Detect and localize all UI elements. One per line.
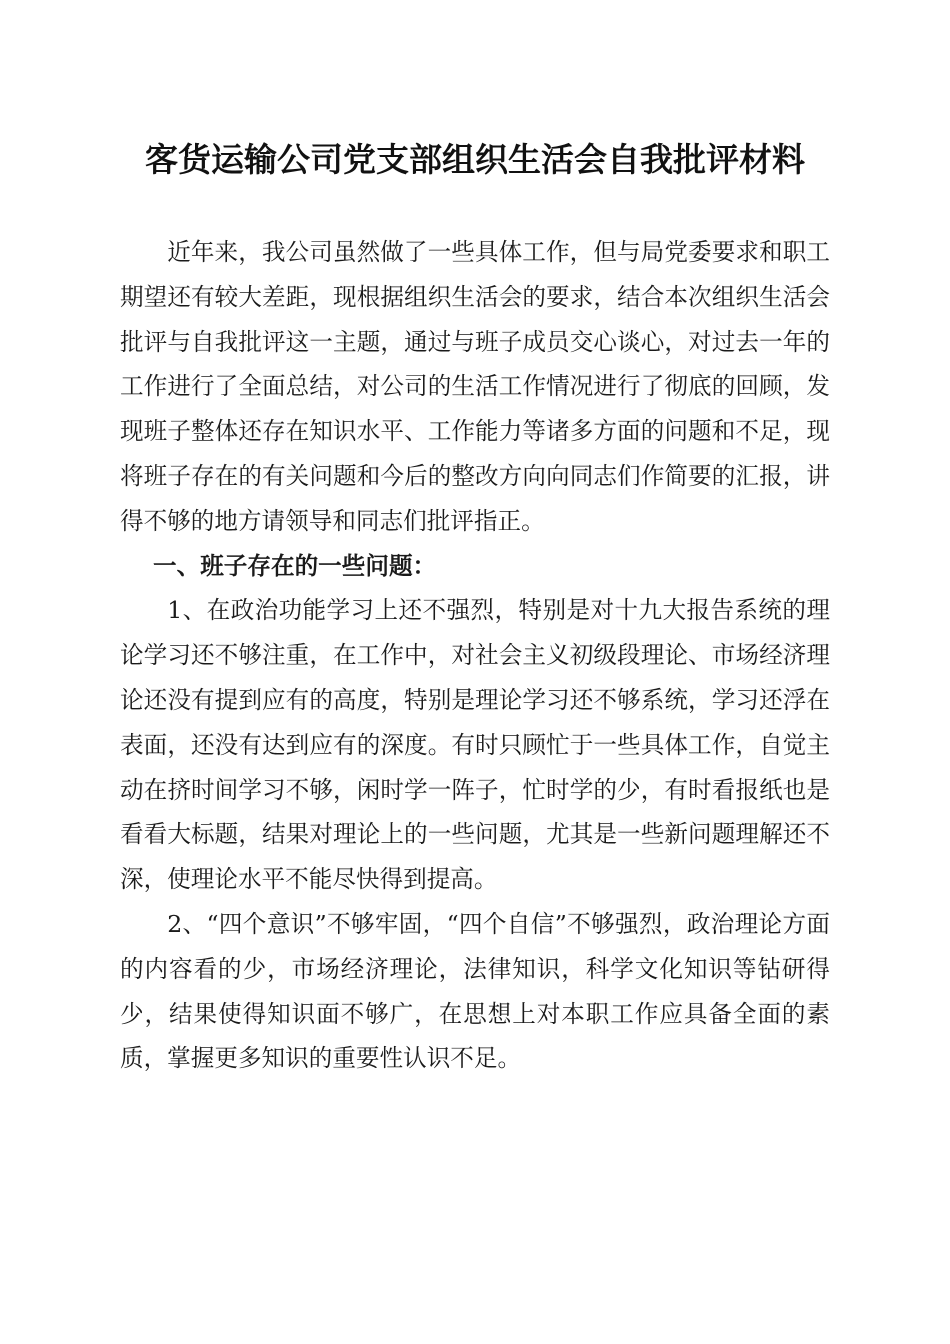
item-paragraph-1: 1、在政治功能学习上还不强烈，特别是对十九大报告系统的理论学习还不够注重，在工作中，对社会主义初级段理论、市场经济理论还没有提到应有的高度，特别是理论学习还不够系统，学习还浮在表面，还没有达到应有的深度。有时只顾忙于一些具体工作，自觉主动在挤时间学习不够，闲时学一阵子，忙时学的少，有时看报纸也是看看大标题，结果对理论上的一些问题，尤其是一些新问题理解还不深，使理论水平不能尽快得到提高。 xyxy=(120,596,830,894)
item-paragraph-2: 2、“四个意识”不够牢固，“四个自信”不够强烈，政治理论方面的内容看的少，市场经济理论，法律知识，科学文化知识等钻研得少，结果使得知识面不够广，在思想上对本职工作应具备全面的素质，掌握更多知识的重要性认识不足。 xyxy=(120,909,830,1073)
intro-paragraph: 近年来，我公司虽然做了一些具体工作，但与局党委要求和职工期望还有较大差距，现根据组织生活会的要求，结合本次组织生活会批评与自我批评这一主题，通过与班子成员交心谈心，对过去一年的工作进行了全面总结，对公司的生活工作情况进行了彻底的回顾，发现班子整体还存在知识水平、工作能力等诸多方面的问题和不足，现将班子存在的有关问题和今后的整改方向向同志们作简要的汇报，讲得不够的地方请领导和同志们批评指正。 xyxy=(120,238,830,535)
section-heading-1: 一、班子存在的一些问题： xyxy=(153,551,437,580)
document-body xyxy=(120,230,830,1081)
document-title: 客货运输公司党支部组织生活会自我批评材料 xyxy=(145,140,805,179)
